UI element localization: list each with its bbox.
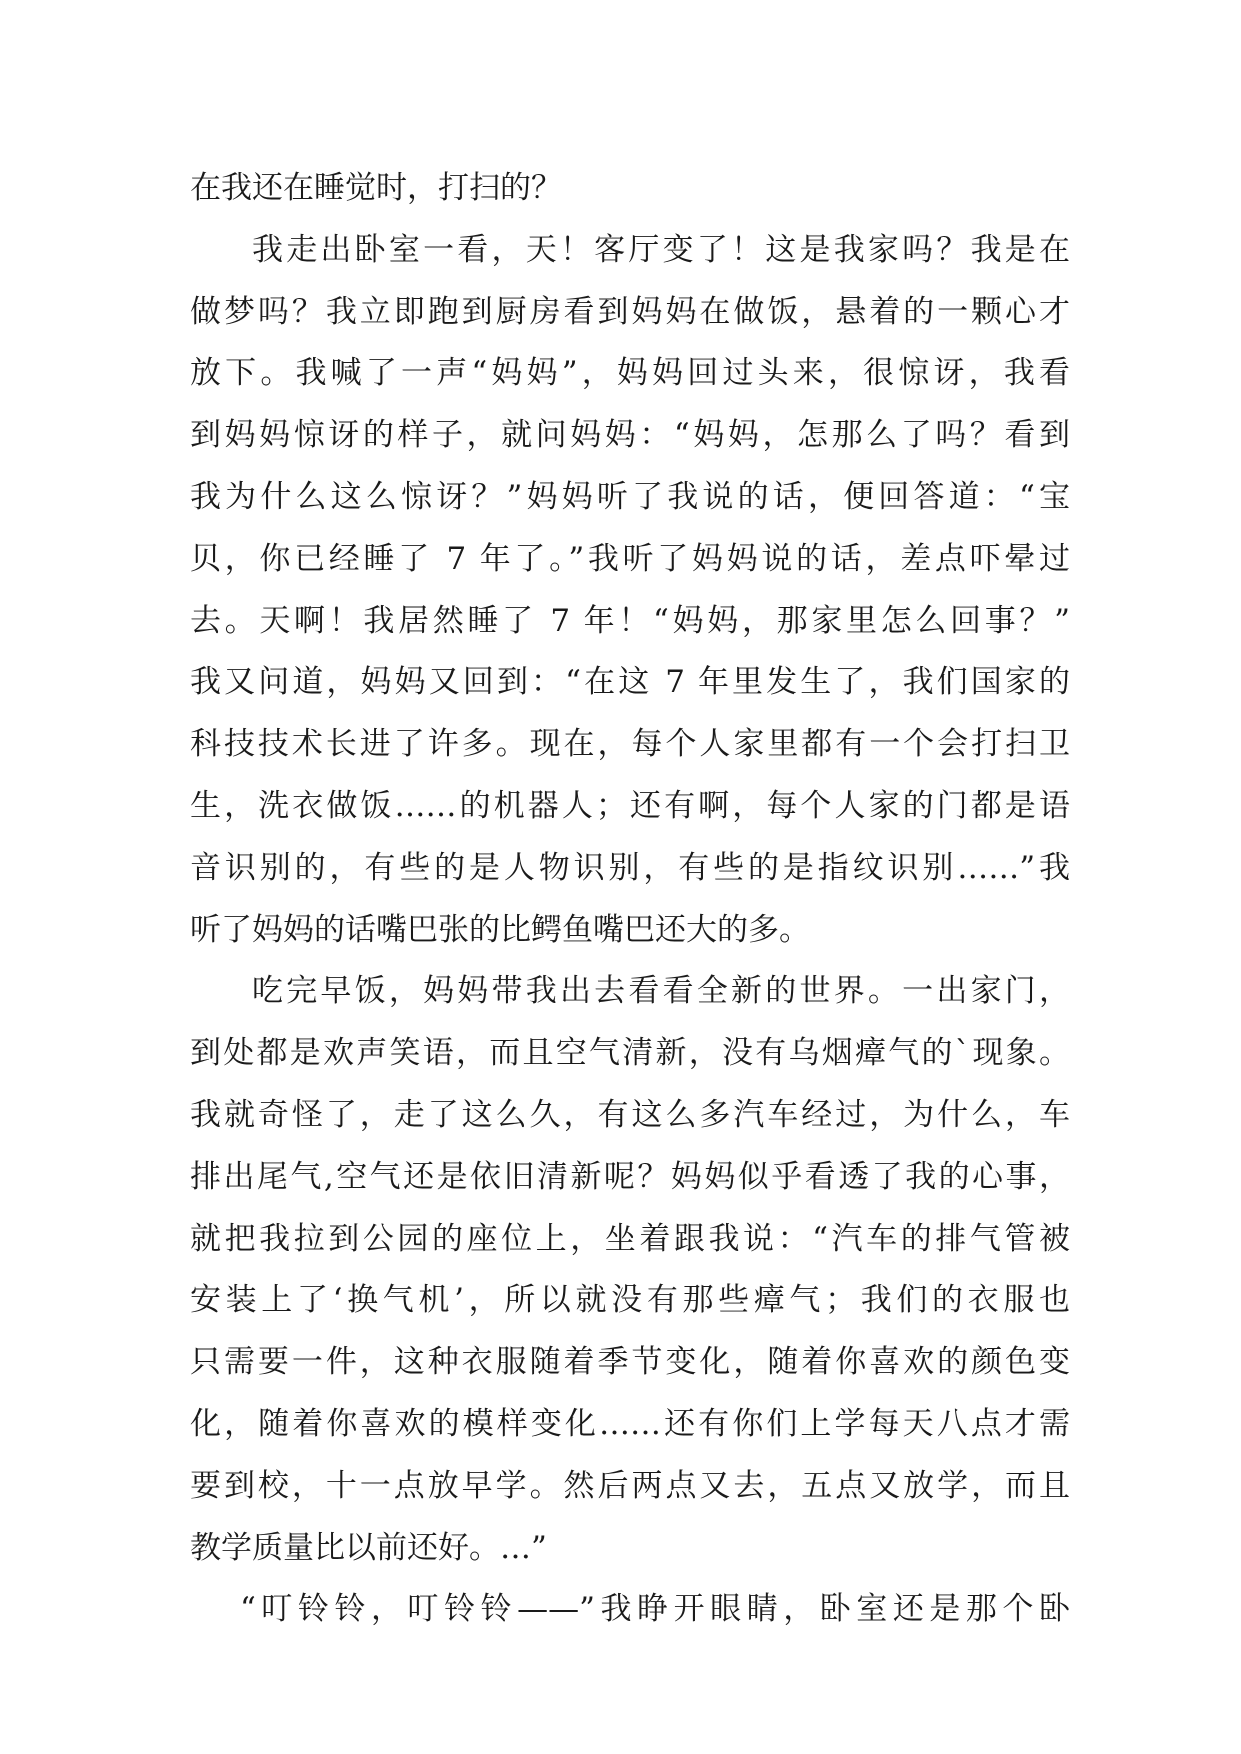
text-line: 贝，你已经睡了 7 年了。”我听了妈妈说的话，差点吓晕过 — [190, 540, 1070, 577]
body-text — [190, 158, 1070, 1641]
paragraph-start-line: 我走出卧室一看，天！客厅变了！这是我家吗？我是在 — [252, 231, 1070, 268]
text-line: 做梦吗？我立即跑到厨房看到妈妈在做饭，悬着的一颗心才 — [190, 293, 1070, 330]
text-line: 我就奇怪了，走了这么久，有这么多汽车经过，为什么，车 — [190, 1096, 1070, 1133]
text-line: 在我还在睡觉时，打扫的？ — [190, 170, 562, 206]
text-line: 科技技术长进了许多。现在，每个人家里都有一个会打扫卫 — [190, 726, 1070, 763]
paragraph-start-line: 吃完早饭，妈妈带我出去看看全新的世界。一出家门， — [252, 973, 1070, 1010]
text-line: 我又问道，妈妈又回到：“在这 7 年里发生了，我们国家的 — [190, 664, 1070, 701]
text-line: 去。天啊！我居然睡了 7 年！“妈妈，那家里怎么回事？” — [190, 602, 1070, 639]
text-line: 放下。我喊了一声“妈妈”，妈妈回过头来，很惊讶，我看 — [190, 355, 1070, 392]
text-line: 就把我拉到公园的座位上，坐着跟我说：“汽车的排气管被 — [190, 1220, 1070, 1257]
text-line: 到妈妈惊讶的样子，就问妈妈：“妈妈，怎那么了吗？看到 — [190, 417, 1070, 454]
text-line: 生，洗衣做饭……的机器人；还有啊，每个人家的门都是语 — [190, 787, 1070, 824]
text-line: 排出尾气,空气还是依旧清新呢？妈妈似乎看透了我的心事， — [190, 1158, 1070, 1195]
text-line: 只需要一件，这种衣服随着季节变化，随着你喜欢的颜色变 — [190, 1344, 1070, 1381]
text-line: 听了妈妈的话嘴巴张的比鳄鱼嘴巴还大的多。 — [190, 911, 810, 948]
text-line: 要到校，十一点放早学。然后两点又去，五点又放学，而且 — [190, 1467, 1070, 1504]
text-line: 教学质量比以前还好。…” — [190, 1529, 547, 1566]
text-line: 我为什么这么惊讶？”妈妈听了我说的话，便回答道：“宝 — [190, 478, 1070, 515]
text-line: 到处都是欢声笑语，而且空气清新，没有乌烟瘴气的`现象。 — [190, 1035, 1070, 1072]
paragraph-start-line: “叮铃铃，叮铃铃——”我睁开眼睛，卧室还是那个卧 — [240, 1591, 1070, 1628]
text-line: 化，随着你喜欢的模样变化……还有你们上学每天八点才需 — [190, 1405, 1070, 1442]
text-line: 安装上了‘换气机’，所以就没有那些瘴气；我们的衣服也 — [190, 1282, 1070, 1319]
text-line: 音识别的，有些的是人物识别，有些的是指纹识别……”我 — [190, 849, 1070, 886]
